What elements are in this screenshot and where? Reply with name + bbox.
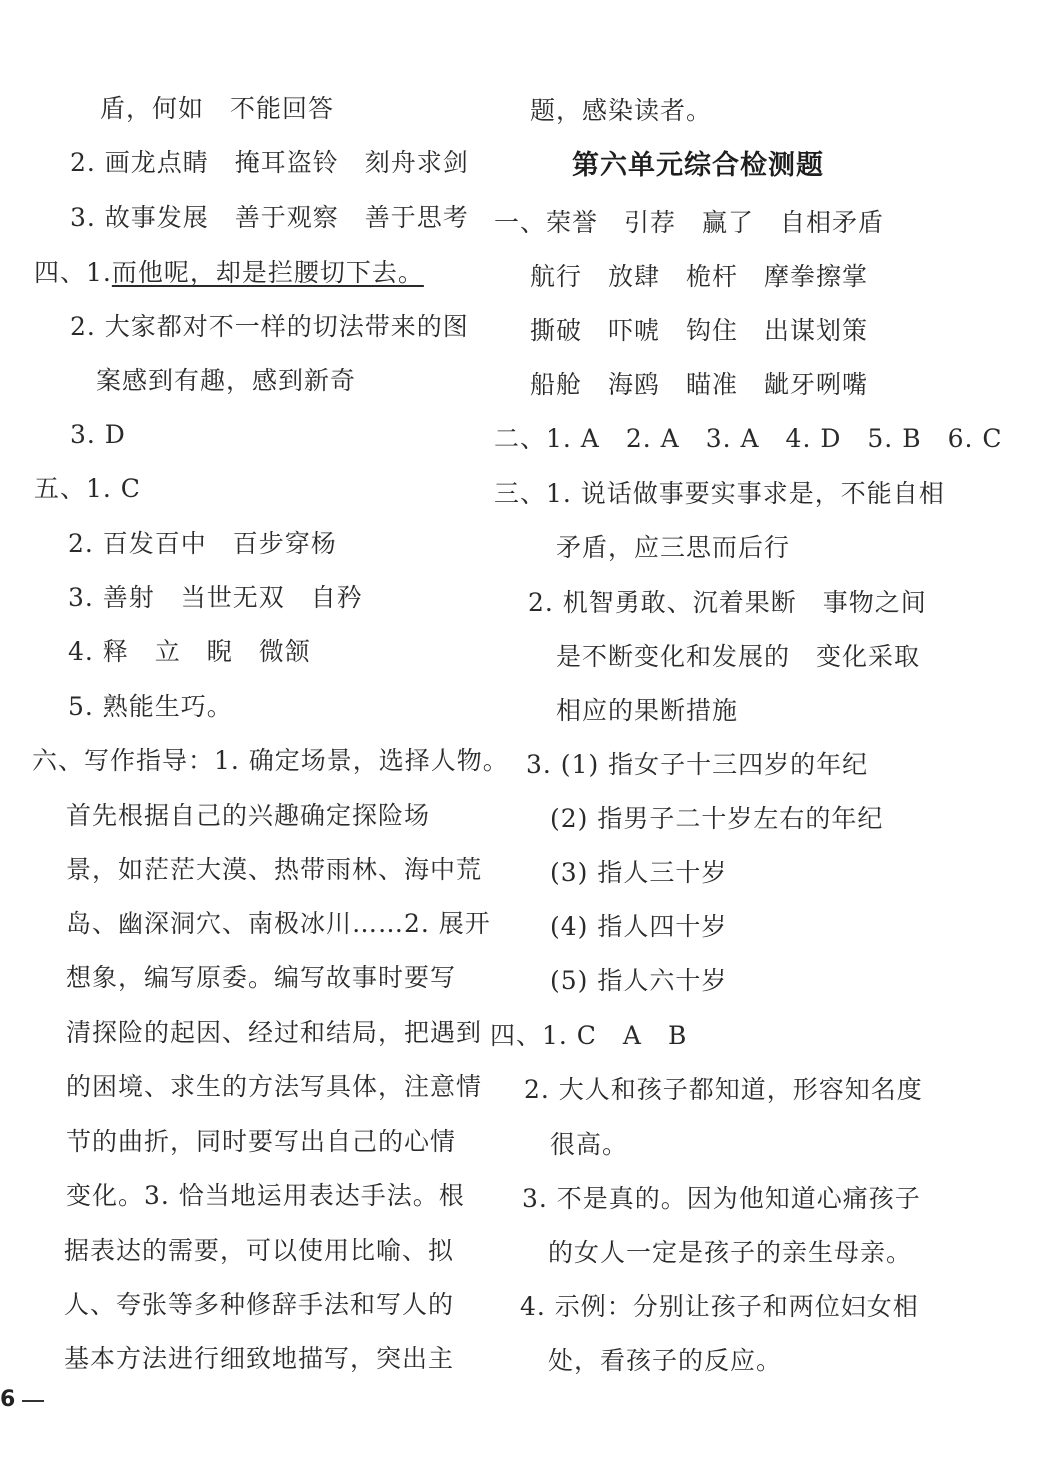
text-line: 5. 熟能生巧。 [68,692,233,721]
text-line: (2) 指男子二十岁左右的年纪 [550,804,884,833]
text-line: 清探险的起因、经过和结局，把遇到 [66,1018,483,1047]
underlined-answer: 而他呢，却是拦腰切下去。 [111,258,424,287]
text-line: 相应的果断措施 [556,696,739,725]
text-line: 的女人一定是孩子的亲生母亲。 [548,1238,913,1267]
text-line: 想象，编写原委。编写故事时要写 [66,963,457,992]
text-line: 很高。 [550,1130,629,1159]
text-line: 六、写作指导：1. 确定场景，选择人物。 [32,746,509,775]
text-line: 2. 画龙点睛 掩耳盗铃 刻舟求剑 [70,148,469,177]
text-line: 船舱 海鸥 瞄准 龇牙咧嘴 [530,370,869,399]
text-line: 盾，何如 不能回答 [100,94,335,123]
text-line: 3. 故事发展 善于观察 善于思考 [70,203,469,232]
text-line: 2. 大家都对不一样的切法带来的图 [70,312,469,341]
text-line: 处，看孩子的反应。 [548,1346,783,1375]
text-line: 2. 机智勇敢、沉着果断 事物之间 [528,588,927,617]
text-line: 二、1. A 2. A 3. A 4. D 5. B 6. C [494,424,1003,453]
text-line: 航行 放肆 桅杆 摩拳擦掌 [530,262,869,291]
text-line: 基本方法进行细致地描写，突出主 [64,1344,455,1373]
text-line: 变化。3. 恰当地运用表达手法。根 [66,1181,465,1210]
text-line: 题，感染读者。 [530,96,713,125]
text-line: 岛、幽深洞穴、南极冰川……2. 展开 [66,909,491,938]
text-line: 3. 善射 当世无双 自矜 [68,583,363,612]
text-line: (3) 指人三十岁 [550,858,728,887]
text-line: (5) 指人六十岁 [550,966,728,995]
page-number-dash [22,1400,44,1402]
text-line: 是不断变化和发展的 变化采取 [556,642,921,671]
section-title: 第六单元综合检测题 [572,150,824,181]
text-line: 4. 示例：分别让孩子和两位妇女相 [520,1292,919,1321]
text-line: 五、1. C [34,474,141,503]
text-line [34,258,424,288]
text-line: 4. 释 立 睨 微颔 [68,637,311,666]
question-number: 四、1. [34,258,112,287]
text-line: (4) 指人四十岁 [550,912,728,941]
text-line: 三、1. 说话做事要实事求是，不能自相 [494,479,945,508]
text-line: 矛盾，应三思而后行 [556,533,791,562]
text-line: 3. 不是真的。因为他知道心痛孩子 [522,1184,921,1213]
text-line: 景，如茫茫大漠、热带雨林、海中荒 [66,855,483,884]
text-line: 人、夸张等多种修辞手法和写人的 [64,1290,455,1319]
text-line: 四、1. C A B [490,1021,688,1050]
text-line: 案感到有趣，感到新奇 [96,366,357,395]
text-line: 3. (1) 指女子十三四岁的年纪 [526,750,869,779]
text-line: 的困境、求生的方法写具体，注意情 [66,1072,483,1101]
text-line: 据表达的需要，可以使用比喻、拟 [64,1236,455,1265]
text-line: 一、荣誉 引荐 赢了 自相矛盾 [494,208,885,237]
text-line: 3. D [70,420,126,449]
text-line: 节的曲折，同时要写出自己的心情 [66,1127,457,1156]
text-line: 2. 大人和孩子都知道，形容知名度 [524,1075,923,1104]
text-line: 2. 百发百中 百步穿杨 [68,529,337,558]
text-line: 撕破 吓唬 钩住 出谋划策 [530,316,869,345]
text-line: 首先根据自己的兴趣确定探险场 [66,801,431,830]
page-number: 6 [0,1387,16,1412]
